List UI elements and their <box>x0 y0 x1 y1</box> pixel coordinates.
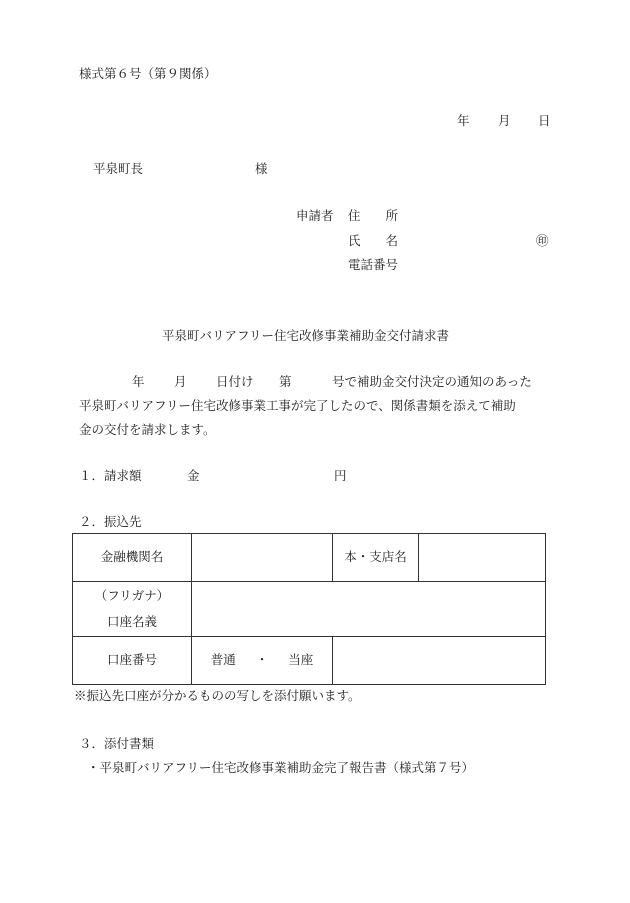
account-number-row <box>73 637 546 685</box>
section1-label: １．請求額 <box>79 468 142 483</box>
bank-name-row <box>73 534 546 582</box>
form-number: 様式第６号（第９関係） <box>79 66 217 81</box>
date-month-label: 月 <box>498 113 511 128</box>
account-name-label-cell <box>73 582 192 637</box>
applicant-label: 申請者 <box>296 208 334 223</box>
document-title: 平泉町バリアフリー住宅改修事業補助金交付請求書 <box>162 328 450 343</box>
bank-name-label: 金融機関名 <box>73 534 192 582</box>
body-line1-rest: 号で補助金交付決定の通知のあった <box>332 374 532 389</box>
section1-kin: 金 <box>187 468 200 483</box>
attachment-item: ・平泉町バリアフリー住宅改修事業補助金完了報告書（様式第７号） <box>87 760 475 775</box>
body-ref-month: 月 <box>174 374 187 389</box>
account-type-futsu[interactable]: 普通 <box>210 652 236 668</box>
account-type-cell <box>192 637 333 685</box>
account-name-field[interactable] <box>192 582 546 637</box>
account-type-toza[interactable]: 当座 <box>288 652 314 668</box>
body-line2: 平泉町バリアフリー住宅改修事業工事が完了したので、関係書類を添えて補助 <box>79 398 516 413</box>
addressee-honorific: 様 <box>255 161 268 176</box>
bank-transfer-table <box>72 533 546 685</box>
section1-en: 円 <box>334 468 347 483</box>
date-year-label: 年 <box>457 113 470 128</box>
section3-label: ３．添付書類 <box>79 736 155 751</box>
account-name-row <box>73 582 546 637</box>
body-line3: 金の交付を請求します。 <box>79 422 216 437</box>
section2-label: ２．振込先 <box>79 514 142 529</box>
body-ref-day: 日付け <box>216 374 254 389</box>
account-type-separator: ・ <box>255 652 269 668</box>
transfer-note: ※振込先口座が分かるものの写しを添付願います。 <box>74 688 361 703</box>
account-no-label: 口座番号 <box>73 637 192 685</box>
bank-name-field[interactable] <box>192 534 333 582</box>
applicant-phone-label: 電話番号 <box>348 257 399 272</box>
applicant-name-label: 氏 名 <box>348 233 399 248</box>
addressee-name: 平泉町長 <box>93 161 144 176</box>
furigana-label: （フリガナ） <box>94 588 170 603</box>
account-number-field[interactable] <box>333 637 546 685</box>
branch-label: 本・支店名 <box>333 534 419 582</box>
applicant-address-label: 住 所 <box>348 208 399 223</box>
date-day-label: 日 <box>538 113 551 128</box>
account-name-label: 口座名義 <box>106 614 157 629</box>
branch-field[interactable] <box>419 534 546 582</box>
body-ref-number: 第 <box>279 374 292 389</box>
seal-mark: ㊞ <box>536 233 549 248</box>
body-ref-year: 年 <box>132 374 145 389</box>
